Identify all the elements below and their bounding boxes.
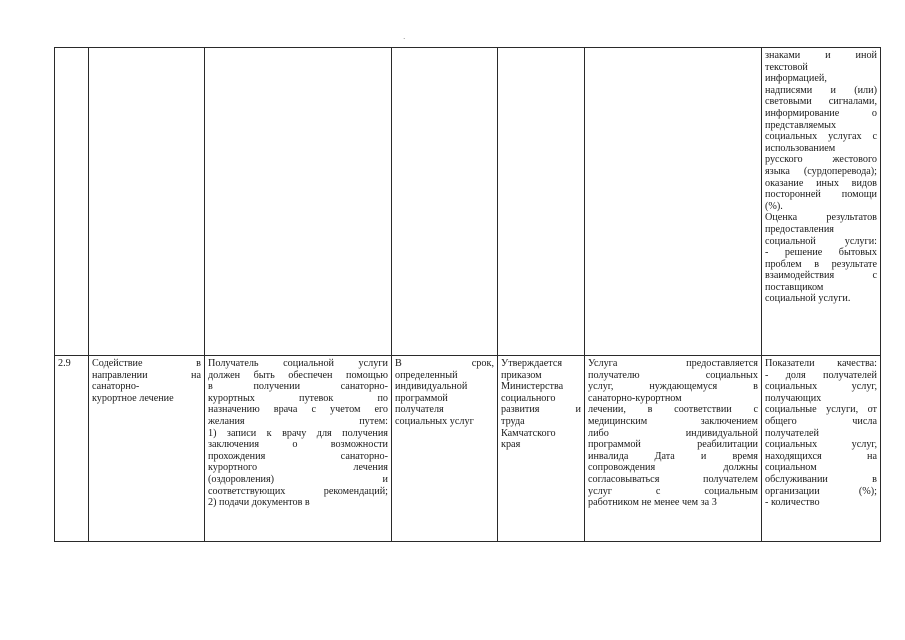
- text-line: Министерства: [501, 381, 564, 393]
- text-line: социальной услуги:: [765, 235, 877, 247]
- text-line: санаторно-курортном: [588, 392, 682, 404]
- text-line: лечении, в соответствии с: [588, 404, 758, 416]
- text-line: Утверждается: [501, 358, 563, 369]
- text-line: услуг с социальным: [588, 485, 758, 497]
- text-line: знаками и иной: [765, 50, 877, 61]
- services-table: [54, 47, 881, 542]
- service-number: 2.9: [58, 358, 71, 369]
- quality-text-continued: [765, 50, 877, 305]
- text-line: направлении на: [92, 369, 201, 381]
- table-row-continuation: [55, 48, 881, 356]
- text-line: прохождения санаторно-: [208, 450, 388, 462]
- text-line: назначению врача с учетом его: [208, 404, 388, 416]
- text-line: - доля получателей: [765, 369, 877, 381]
- table-row-2-9: [55, 356, 881, 542]
- text-line: Услуга предоставляется: [588, 358, 758, 369]
- text-line: социальных услуг,: [765, 439, 877, 451]
- text-line: социальных услуг: [395, 415, 474, 427]
- text-line: посторонней помощи: [765, 189, 877, 201]
- service-description: [208, 358, 388, 509]
- cell-name-empty: [89, 48, 205, 356]
- text-line: надписями и (или): [765, 84, 877, 96]
- text-line: поставщиком: [765, 281, 824, 293]
- cell-conditions-empty: [585, 48, 762, 356]
- text-line: социального: [501, 392, 556, 404]
- text-line: желания путем:: [208, 415, 388, 427]
- text-line: развития и: [501, 404, 581, 416]
- service-conditions: [588, 358, 758, 509]
- text-line: Получатель социальной услуги: [208, 358, 388, 369]
- text-line: Камчатского: [501, 427, 556, 439]
- text-line: получателей: [765, 427, 820, 439]
- service-name: [92, 358, 201, 404]
- text-line: В срок,: [395, 358, 494, 369]
- text-line: 1) записи к врачу для получения: [208, 427, 388, 439]
- text-line: русского жестового: [765, 154, 877, 166]
- text-line: общего числа: [765, 415, 877, 427]
- text-line: получателю социальных: [588, 369, 758, 381]
- service-cost: [501, 358, 581, 451]
- cell-quality: [762, 356, 881, 542]
- text-line: курортного лечения: [208, 462, 388, 474]
- text-line: социальном: [765, 462, 817, 474]
- text-line: 2) подачи документов в: [208, 497, 310, 509]
- text-line: программой: [395, 392, 448, 404]
- cell-quality-continued: [762, 48, 881, 356]
- text-line: использованием: [765, 142, 836, 154]
- text-line: заключения о возможности: [208, 439, 388, 451]
- text-line: (%).: [765, 200, 783, 212]
- text-line: находящихся на: [765, 450, 877, 462]
- text-line: информацией,: [765, 73, 827, 85]
- text-line: согласовываться получателем: [588, 473, 758, 485]
- text-line: оказание иных видов: [765, 177, 877, 189]
- text-line: - решение бытовых: [765, 247, 877, 259]
- text-line: текстовой: [765, 61, 808, 73]
- text-line: либо индивидуальной: [588, 427, 758, 439]
- text-line: Оценка результатов: [765, 212, 877, 224]
- text-line: Показатели качества:: [765, 358, 877, 369]
- text-line: Содействие в: [92, 358, 201, 369]
- text-line: социальных услуг,: [765, 381, 877, 393]
- text-line: курортных путевок по: [208, 392, 388, 404]
- text-line: в получении санаторно-: [208, 381, 388, 393]
- service-term: [395, 358, 494, 428]
- text-line: труда: [501, 415, 525, 427]
- text-line: должен быть обеспечен помощью: [208, 369, 388, 381]
- cell-number: [55, 356, 89, 542]
- text-line: получающих: [765, 392, 822, 404]
- text-line: - количество: [765, 497, 820, 509]
- text-line: инвалида Дата и время: [588, 450, 758, 462]
- text-line: предоставления: [765, 223, 834, 235]
- text-line: приказом: [501, 369, 542, 381]
- text-line: услуг, нуждающемуся в: [588, 381, 758, 393]
- text-line: медицинским заключением: [588, 415, 758, 427]
- text-line: обслуживании в: [765, 473, 877, 485]
- text-line: организации (%);: [765, 485, 877, 497]
- cell-name: [89, 356, 205, 542]
- text-line: языка (сурдоперевода);: [765, 165, 877, 177]
- cell-description-empty: [205, 48, 392, 356]
- cell-conditions: [585, 356, 762, 542]
- text-line: проблем в результате: [765, 258, 877, 270]
- text-line: социальные услуги, от: [765, 404, 877, 416]
- text-line: взаимодействия с: [765, 270, 877, 282]
- text-line: получателя: [395, 404, 444, 416]
- cell-number-empty: [55, 48, 89, 356]
- text-line: курортное лечение: [92, 392, 174, 404]
- quality-indicators: [765, 358, 877, 509]
- scan-speck: ·: [403, 35, 406, 43]
- cell-term-empty: [392, 48, 498, 356]
- cell-term: [392, 356, 498, 542]
- text-line: санаторно-: [92, 381, 140, 393]
- text-line: определенный: [395, 369, 458, 381]
- cell-cost-empty: [498, 48, 585, 356]
- text-line: информирование о: [765, 107, 877, 119]
- text-line: края: [501, 439, 521, 451]
- text-line: индивидуальной: [395, 381, 468, 393]
- text-line: световыми сигналами,: [765, 96, 877, 108]
- text-line: соответствующих рекомендаций;: [208, 485, 388, 497]
- text-line: социальной услуги.: [765, 293, 851, 305]
- text-line: социальных услугах с: [765, 131, 877, 143]
- text-line: работником не менее чем за 3: [588, 497, 717, 509]
- text-line: представляемых: [765, 119, 837, 131]
- text-line: сопровождения должны: [588, 462, 758, 474]
- text-line: (оздоровления) и: [208, 473, 388, 485]
- cell-cost: [498, 356, 585, 542]
- cell-description: [205, 356, 392, 542]
- text-line: программой реабилитации: [588, 439, 758, 451]
